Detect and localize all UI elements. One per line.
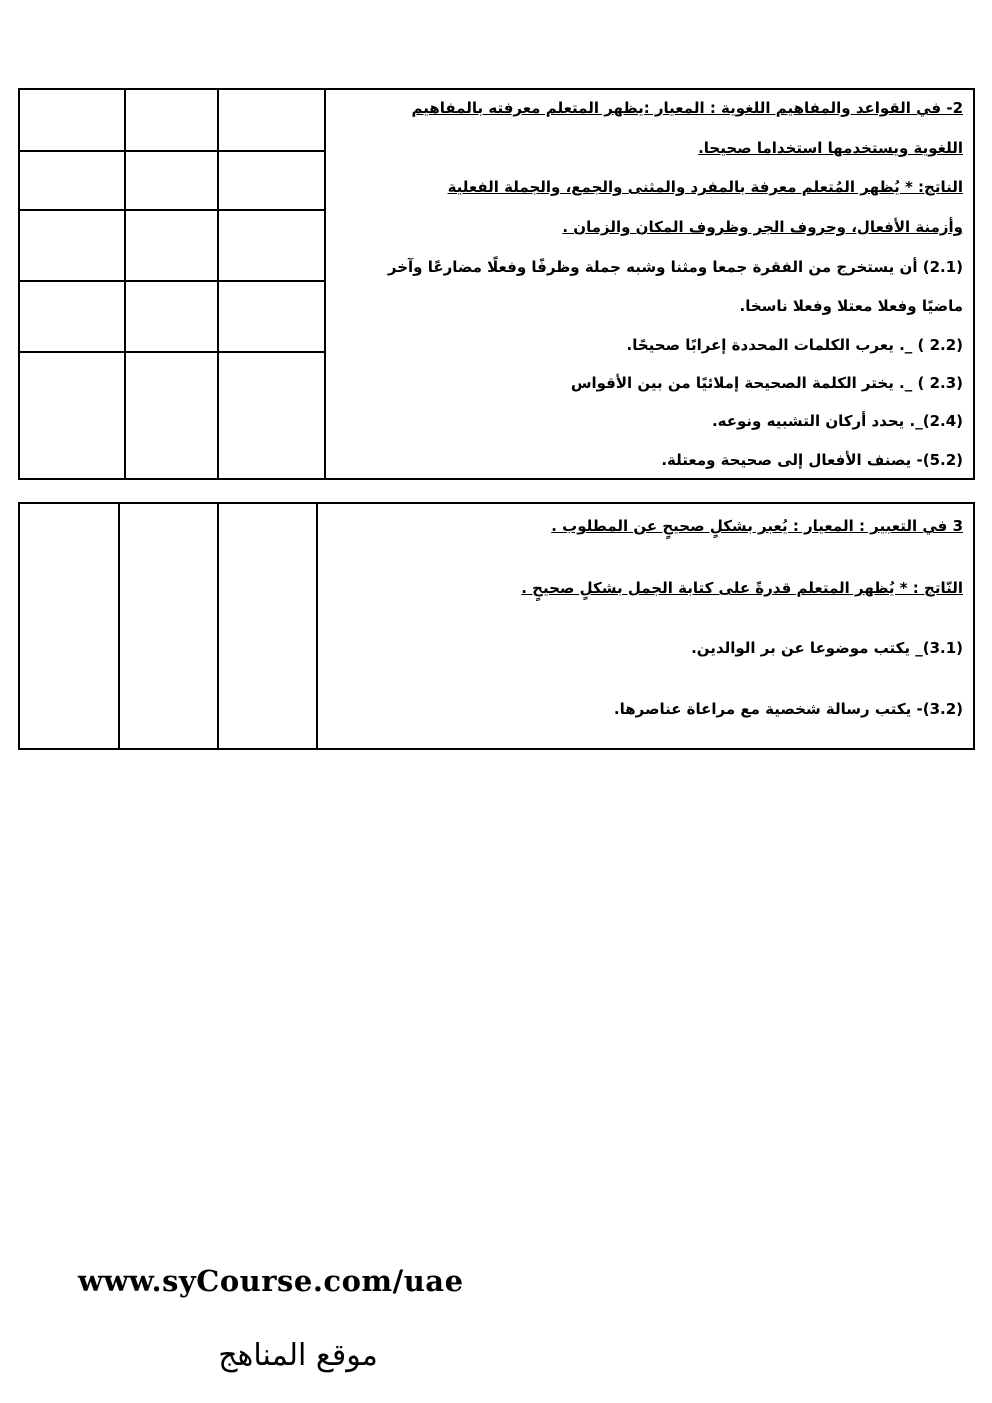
row-divider: [20, 150, 324, 152]
column-divider: [217, 504, 219, 748]
site-url: www.syCourse.com/uae: [78, 1264, 464, 1298]
site-logo-text: موقع المناهج: [218, 1338, 378, 1373]
outcome-line-continued: وأزمنة الأفعال، وحروف الجر وظروف المكان والزمان .: [562, 218, 963, 236]
column-divider: [324, 90, 326, 478]
section-title-continued: اللغوية ويستخدمها استخداما صحيحا.: [698, 139, 963, 157]
section-title: 2- في القواعد والمفاهيم اللغوية : المعيار :يظهر المتعلم معرفته بالمفاهيم: [411, 99, 963, 117]
row-divider: [20, 280, 324, 282]
objective-2-1-continued: ماضيًا وفعلا معتلا وفعلا ناسخا.: [739, 297, 963, 315]
column-divider: [316, 504, 318, 748]
column-divider: [124, 90, 126, 478]
objective-2-3: (2.3 ) _. يختر الكلمة الصحيحة إملائيًا من بين الأقواس: [570, 374, 963, 392]
column-divider: [217, 90, 219, 478]
objective-2-1: (2.1) أن يستخرج من الفقرة جمعا ومثنا وشبه جملة وظرفًا وفعلًا مضارعًا وآخر: [387, 258, 963, 276]
section-title: 3 في التعبير : المعيار : يُعبر بشكلٍ صحيحٍ عن المطلوب .: [551, 517, 963, 535]
objective-3-2: (3.2)- يكتب رسالة شخصية مع مراعاة عناصرها.: [613, 700, 963, 718]
objective-2-2: (2.2 ) _. يعرب الكلمات المحددة إعرابًا صحيحًا.: [626, 336, 963, 354]
objective-3-1: (3.1)_ يكتب موضوعا عن بر الوالدين.: [691, 639, 963, 657]
row-divider: [20, 351, 324, 353]
objective-5-2: (5.2)- يصنف الأفعال إلى صحيحة ومعتلة.: [661, 451, 963, 469]
grammar-criteria-table: [18, 88, 975, 480]
row-divider: [20, 209, 324, 211]
column-divider: [118, 504, 120, 748]
expression-criteria-table: [18, 502, 975, 750]
outcome-line: النّاتج : * يُظهر المتعلم قدرةً على كتابة الجمل بشكلٍ صحيحٍ .: [521, 579, 963, 597]
objective-2-4: (2.4)_. يحدد أركان التشبيه ونوعه.: [711, 412, 963, 430]
expression-criteria-text: [323, 504, 963, 748]
outcome-line: الناتج: * يُظهر المُتعلم معرفة بالمفرد والمثنى والجمع، والجملة الفعلية: [447, 178, 963, 196]
grammar-criteria-text: [333, 90, 963, 478]
